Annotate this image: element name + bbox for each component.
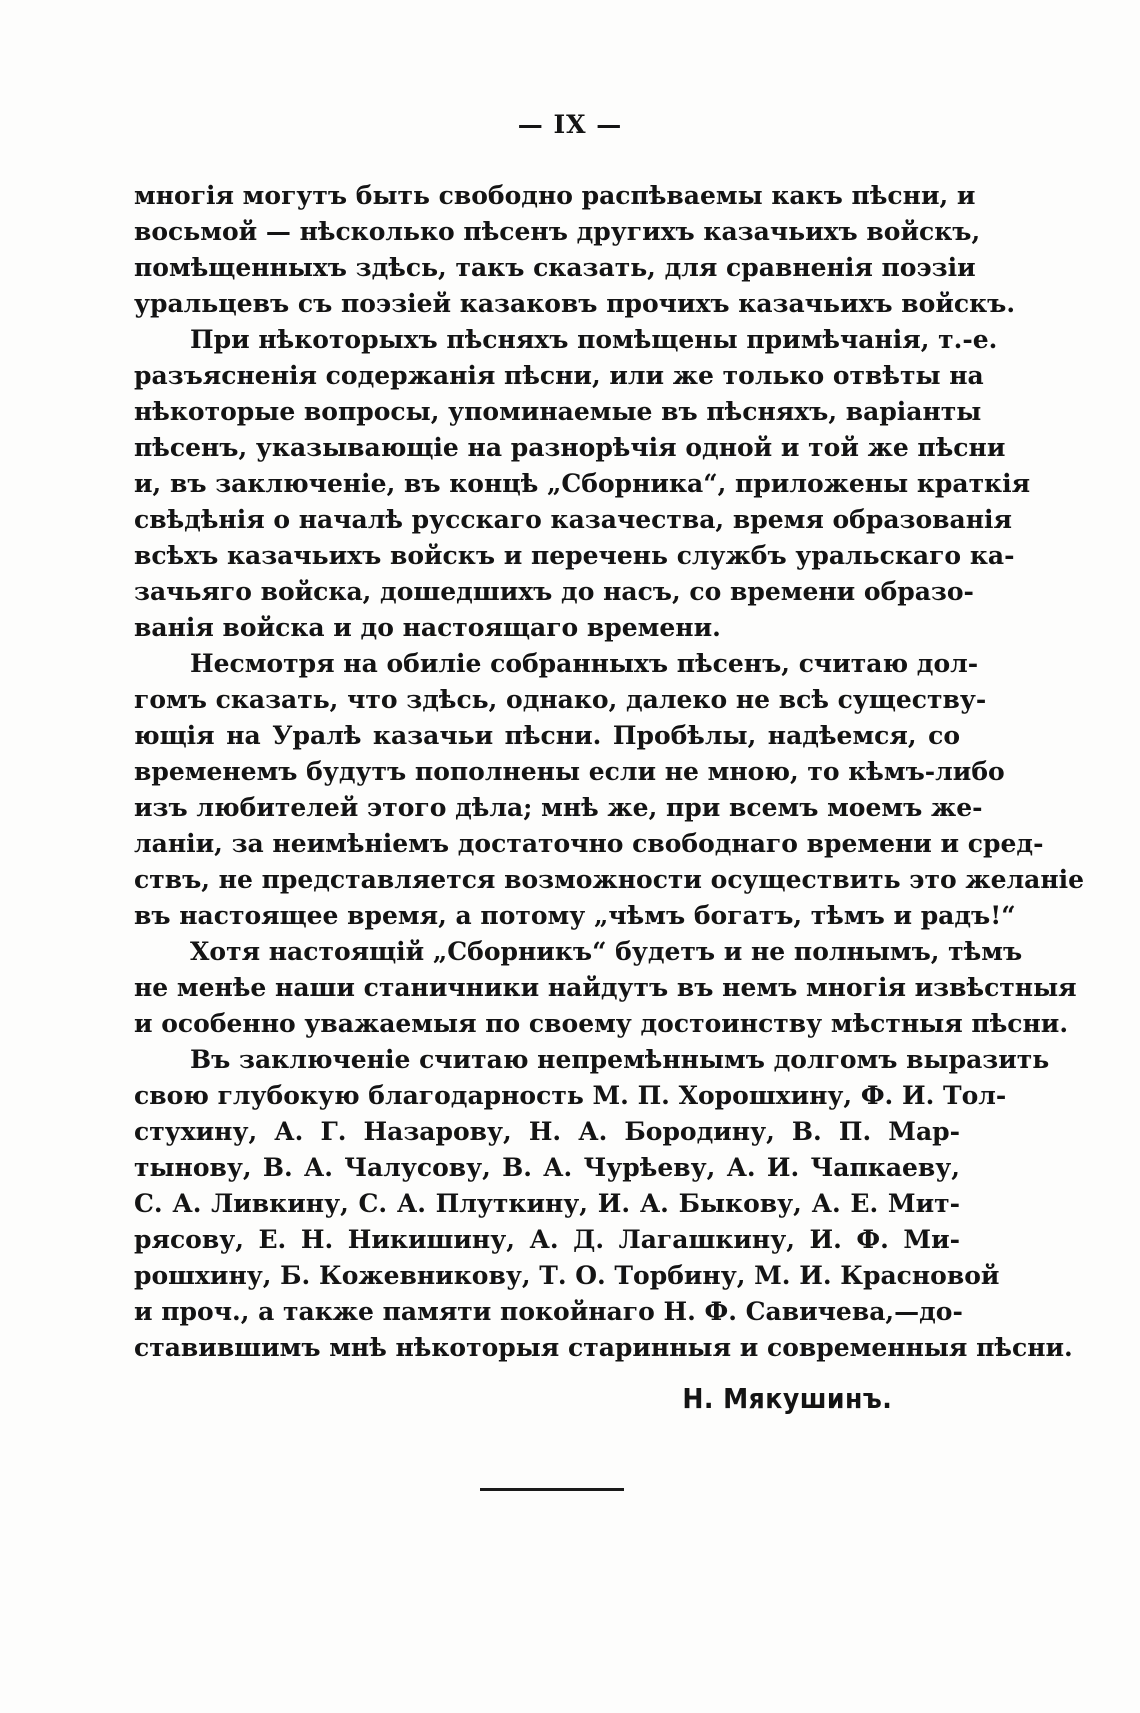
text-line: При нѣкоторыхъ пѣсняхъ помѣщены примѣчанія, т.-е. xyxy=(190,325,998,354)
text-line: изъ любителей этого дѣла; мнѣ же, при всемъ моемъ же- xyxy=(134,793,983,822)
paragraph-5 xyxy=(134,1042,1073,1366)
text-line: въ настоящее время, а потому „чѣмъ богатъ, тѣмъ и радъ!“ xyxy=(134,901,1016,930)
paragraph-3 xyxy=(134,646,1085,934)
text-line: ющія на Уралѣ казачьи пѣсни. Пробѣлы, надѣемся, со xyxy=(134,721,960,750)
text-line: свѣдѣнія о началѣ русскаго казачества, время образованія xyxy=(134,505,1012,534)
text-line: С. А. Ливкину, С. А. Плуткину, И. А. Быкову, А. Е. Мит- xyxy=(134,1189,960,1218)
text-line: ванія войска и до настоящаго времени. xyxy=(134,613,721,642)
body-text xyxy=(134,178,1085,1366)
text-line: нѣкоторые вопросы, упоминаемые въ пѣсняхъ, варіанты xyxy=(134,397,982,426)
closing-rule xyxy=(480,1488,624,1491)
paragraph-1 xyxy=(134,178,1016,322)
text-line: и особенно уважаемыя по своему достоинству мѣстныя пѣсни. xyxy=(134,1009,1069,1038)
text-line: тынову, В. А. Чалусову, В. А. Чурѣеву, А. И. Чапкаеву, xyxy=(134,1153,960,1182)
text-line: гомъ сказать, что здѣсь, однако, далеко не всѣ существу- xyxy=(134,685,987,714)
author-signature: Н. Мякушинъ. xyxy=(682,1382,892,1415)
text-line: многія могутъ быть свободно распѣваемы какъ пѣсни, и xyxy=(134,181,976,210)
text-line: свою глубокую благодарность М. П. Хорошхину, Ф. И. Тол- xyxy=(134,1081,1007,1110)
text-line: пѣсенъ, указывающіе на разнорѣчія одной и той же пѣсни xyxy=(134,433,1006,462)
text-line: уральцевъ съ поэзіей казаковъ прочихъ казачьихъ войскъ. xyxy=(134,289,1016,318)
text-line: помѣщенныхъ здѣсь, такъ сказать, для сравненія поэзіи xyxy=(134,253,976,282)
text-line: разъясненія содержанія пѣсни, или же только отвѣты на xyxy=(134,361,984,390)
text-line: рясову, Е. Н. Никишину, А. Д. Лагашкину, И. Ф. Ми- xyxy=(134,1225,960,1254)
text-line: ствъ, не представляется возможности осуществить это желаніе xyxy=(134,865,1085,894)
text-line: зачьяго войска, дошедшихъ до насъ, со времени образо- xyxy=(134,577,974,606)
text-line: восьмой — нѣсколько пѣсенъ другихъ казачьихъ войскъ, xyxy=(134,217,981,246)
text-line: и проч., а также памяти покойнаго Н. Ф. Савичева,—до- xyxy=(134,1297,963,1326)
text-line: Въ заключеніе считаю непремѣннымъ долгомъ выразить xyxy=(190,1045,1050,1074)
text-line: ланіи, за неимѣніемъ достаточно свободнаго времени и сред- xyxy=(134,829,1044,858)
text-line: ставившимъ мнѣ нѣкоторыя старинныя и современныя пѣсни. xyxy=(134,1333,1073,1362)
text-line: не менѣе наши станичники найдутъ въ немъ многія извѣстныя xyxy=(134,973,1077,1002)
text-line: всѣхъ казачьихъ войскъ и перечень службъ уральскаго ка- xyxy=(134,541,1015,570)
text-line: Несмотря на обиліе собранныхъ пѣсенъ, считаю дол- xyxy=(190,649,979,678)
text-line: временемъ будутъ пополнены если не мною, то кѣмъ-либо xyxy=(134,757,1005,786)
text-line: стухину, А. Г. Назарову, Н. А. Бородину, В. П. Мар- xyxy=(134,1117,960,1146)
paragraph-2 xyxy=(134,322,1031,646)
page-number: — IX — xyxy=(517,110,623,139)
text-line: рошхину, Б. Кожевникову, Т. О. Торбину, М. И. Красновой xyxy=(134,1261,1000,1290)
text-line: и, въ заключеніе, въ концѣ „Сборника“, приложены краткія xyxy=(134,469,1031,498)
paragraph-4 xyxy=(134,934,1077,1042)
text-line: Хотя настоящій „Сборникъ“ будетъ и не полнымъ, тѣмъ xyxy=(190,937,1023,966)
